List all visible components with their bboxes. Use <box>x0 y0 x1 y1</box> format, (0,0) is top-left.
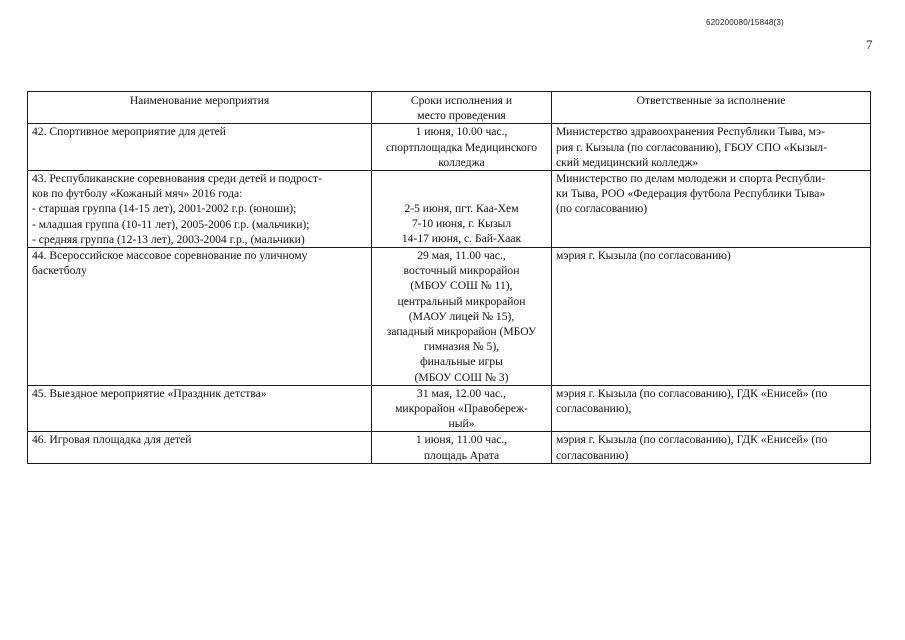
cell-line: 14-17 июня, с. Бай-Хаак <box>401 232 522 246</box>
cell-line: Министерство здравоохранения Республики Тыва, мэ- <box>556 125 825 139</box>
cell-line: рия г. Кызыла (по согласованию), ГБОУ СПО «Кызыл- <box>556 140 827 154</box>
cell-line: 7-10 июня, г. Кызыл <box>411 217 512 231</box>
header-line: Наименование мероприятия <box>129 94 270 107</box>
cell-line: (МБОУ СОШ № 11), <box>410 279 513 293</box>
cell-line: ный» <box>448 417 475 431</box>
cell-line: (МБОУ СОШ № 3) <box>414 370 509 384</box>
event-cell <box>28 432 372 463</box>
cell-line: - старшая группа (14-15 лет), 2001-2002 г.р. (юноши); <box>32 202 297 216</box>
table-row <box>28 432 871 463</box>
cell-line: 44. Всероссийское массовое соревнование по уличному <box>32 249 308 263</box>
document-id: 620200080/15848(3) <box>706 18 784 27</box>
time-place-cell <box>372 124 552 171</box>
cell-line: финальные игры <box>420 355 503 369</box>
cell-line: согласованию) <box>556 448 629 462</box>
table-row <box>28 248 871 386</box>
cell-line: центральный микрорайон <box>397 294 526 308</box>
cell-line: 2-5 июня, пгт. Каа-Хем <box>404 202 519 216</box>
cell-line: согласованию), <box>556 402 632 416</box>
cell-line: ский медицинский колледж» <box>556 155 699 169</box>
event-cell <box>28 124 372 171</box>
header-line: место проведения <box>417 109 506 123</box>
cell-line: 29 мая, 11.00 час., <box>417 249 506 263</box>
table-header-row <box>28 92 871 124</box>
event-cell <box>28 385 372 432</box>
cell-line: 43. Республиканские соревнования среди детей и подрост- <box>32 172 322 186</box>
header-event-name <box>28 92 372 124</box>
responsible-cell <box>552 124 871 171</box>
time-place-cell <box>372 385 552 432</box>
cell-line: гимназия № 5), <box>423 340 500 354</box>
time-place-cell <box>372 432 552 463</box>
table-row <box>28 124 871 171</box>
header-time-place <box>372 92 552 124</box>
cell-line: мэрия г. Кызыла (по согласованию) <box>556 249 731 263</box>
cell-line: площадь Арата <box>423 448 500 462</box>
header-line: Сроки исполнения и <box>410 94 513 107</box>
cell-line: 1 июня, 11.00 час., <box>415 433 508 447</box>
cell-line: - младшая группа (10-11 лет), 2005-2006 г.р. (мальчики); <box>32 217 310 231</box>
cell-line: 42. Спортивное мероприятие для детей <box>32 125 227 139</box>
cell-line: колледжа <box>438 155 485 169</box>
responsible-cell <box>552 432 871 463</box>
cell-line: ков по футболу «Кожаный мяч» 2016 года: <box>32 187 243 201</box>
cell-line: мэрия г. Кызыла (по согласованию), ГДК «Енисей» (по <box>556 386 828 400</box>
header-responsible <box>552 92 871 124</box>
cell-line: западный микрорайон (МБОУ <box>386 325 537 339</box>
event-cell <box>28 248 372 386</box>
event-cell <box>28 171 372 248</box>
cell-line: восточный микрорайон <box>403 264 520 278</box>
responsible-cell <box>552 171 871 248</box>
table-row <box>28 385 871 432</box>
cell-line: - средняя группа (12-13 лет), 2003-2004 г.р., (мальчики) <box>32 232 305 246</box>
events-table <box>27 91 871 464</box>
table-row <box>28 171 871 248</box>
cell-line: баскетболу <box>32 264 87 278</box>
cell-line: (МАОУ лицей № 15), <box>408 309 515 323</box>
cell-line: спортплощадка Медицинского <box>385 140 538 154</box>
cell-line: микрорайон «Правобереж- <box>395 402 528 416</box>
page-number: 7 <box>866 37 873 52</box>
cell-line: мэрия г. Кызыла (по согласованию), ГДК «Енисей» (по <box>556 433 828 447</box>
responsible-cell <box>552 248 871 386</box>
cell-line: 46. Игровая площадка для детей <box>32 433 192 447</box>
responsible-cell <box>552 385 871 432</box>
cell-line: (по согласованию) <box>556 202 648 216</box>
cell-line: Министерство по делам молодежи и спорта Республи- <box>556 172 826 186</box>
time-place-cell <box>372 171 552 248</box>
time-place-cell <box>372 248 552 386</box>
cell-line: ки Тыва, РОО «Федерация футбола Республики Тыва» <box>556 187 826 201</box>
cell-line: 31 мая, 12.00 час., <box>417 386 506 400</box>
header-line: Ответственные за исполнение <box>636 94 786 107</box>
cell-line: 1 июня, 10.00 час., <box>415 125 508 139</box>
cell-line: 45. Выездное мероприятие «Праздник детства» <box>32 386 267 400</box>
